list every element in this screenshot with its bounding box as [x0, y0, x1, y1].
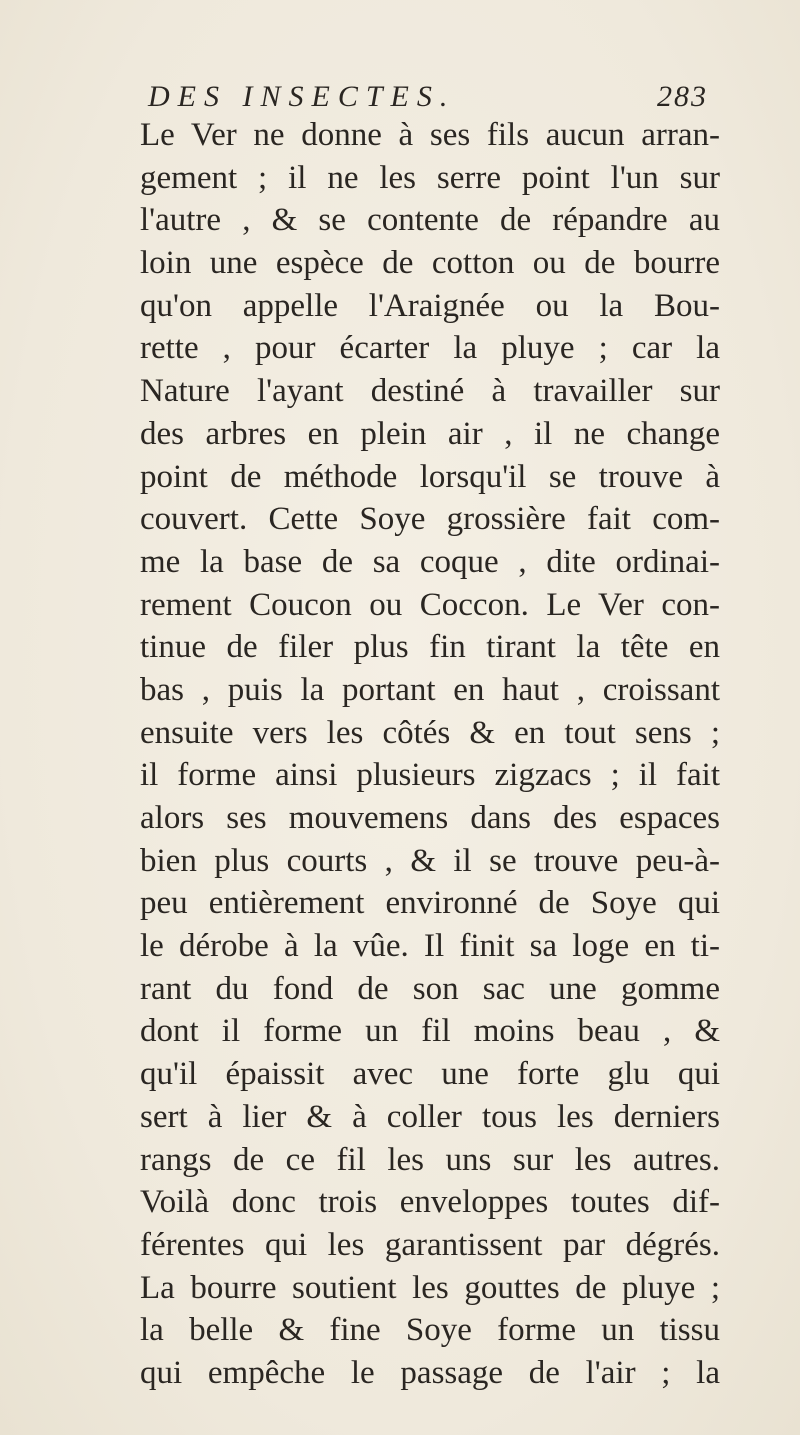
text-line: Voilà donc trois enveloppes toutes dif-: [140, 1184, 720, 1221]
text-line: Le Ver ne donne à ses fils aucun arran-: [140, 117, 720, 153]
text-line: loin une espèce de cotton ou de bourre: [140, 245, 720, 282]
text-line: des arbres en plein air , il ne change: [140, 415, 720, 452]
text-line: férentes qui les garantissent par dégrés.: [140, 1226, 720, 1263]
text-line: qu'on appelle l'Araignée ou la Bou-: [140, 287, 720, 324]
body-text: [140, 114, 720, 1395]
text-line: l'autre , & se contente de répandre au: [140, 202, 720, 239]
text-line: la belle & fine Soye forme un tissu: [140, 1312, 720, 1349]
text-line: rangs de ce fil les uns sur les autres.: [140, 1141, 720, 1178]
text-line: le dérobe à la vûe. Il finit sa loge en ti-: [140, 928, 720, 965]
text-line: rant du fond de son sac une gomme: [140, 970, 720, 1007]
text-line: alors ses mouvemens dans des espaces: [140, 800, 720, 836]
text-line: bas , puis la portant en haut , croissant: [140, 671, 720, 708]
page-number: 283: [657, 80, 708, 113]
text-line: La bourre soutient les gouttes de pluye ;: [140, 1269, 720, 1306]
text-line: me la base de sa coque , dite ordinai-: [140, 543, 720, 580]
text-line: dont il forme un fil moins beau , &: [140, 1013, 720, 1050]
text-line: qu'il épaissit avec une forte glu qui: [140, 1056, 720, 1093]
text-line: rement Coucon ou Coccon. Le Ver con-: [140, 586, 720, 623]
text-line: point de méthode lorsqu'il se trouve à: [140, 458, 720, 495]
text-line: couvert. Cette Soye grossière fait com-: [140, 501, 720, 538]
text-line: rette , pour écarter la pluye ; car la: [140, 330, 720, 367]
text-line: qui empêche le passage de l'air ; la: [140, 1354, 720, 1391]
text-line: peu entièrement environné de Soye qui: [140, 885, 720, 922]
text-line: gement ; il ne les serre point l'un sur: [140, 159, 720, 196]
text-line: sert à lier & à coller tous les derniers: [140, 1098, 720, 1135]
text-line: tinue de filer plus fin tirant la tête en: [140, 629, 720, 666]
text-line: Nature l'ayant destiné à travailler sur: [140, 373, 720, 410]
text-line: bien plus courts , & il se trouve peu-à-: [140, 842, 720, 879]
text-line: il forme ainsi plusieurs zigzacs ; il fait: [140, 757, 720, 794]
text-line: ensuite vers les côtés & en tout sens ;: [140, 714, 720, 751]
running-head: DES INSECTES.: [148, 80, 456, 113]
